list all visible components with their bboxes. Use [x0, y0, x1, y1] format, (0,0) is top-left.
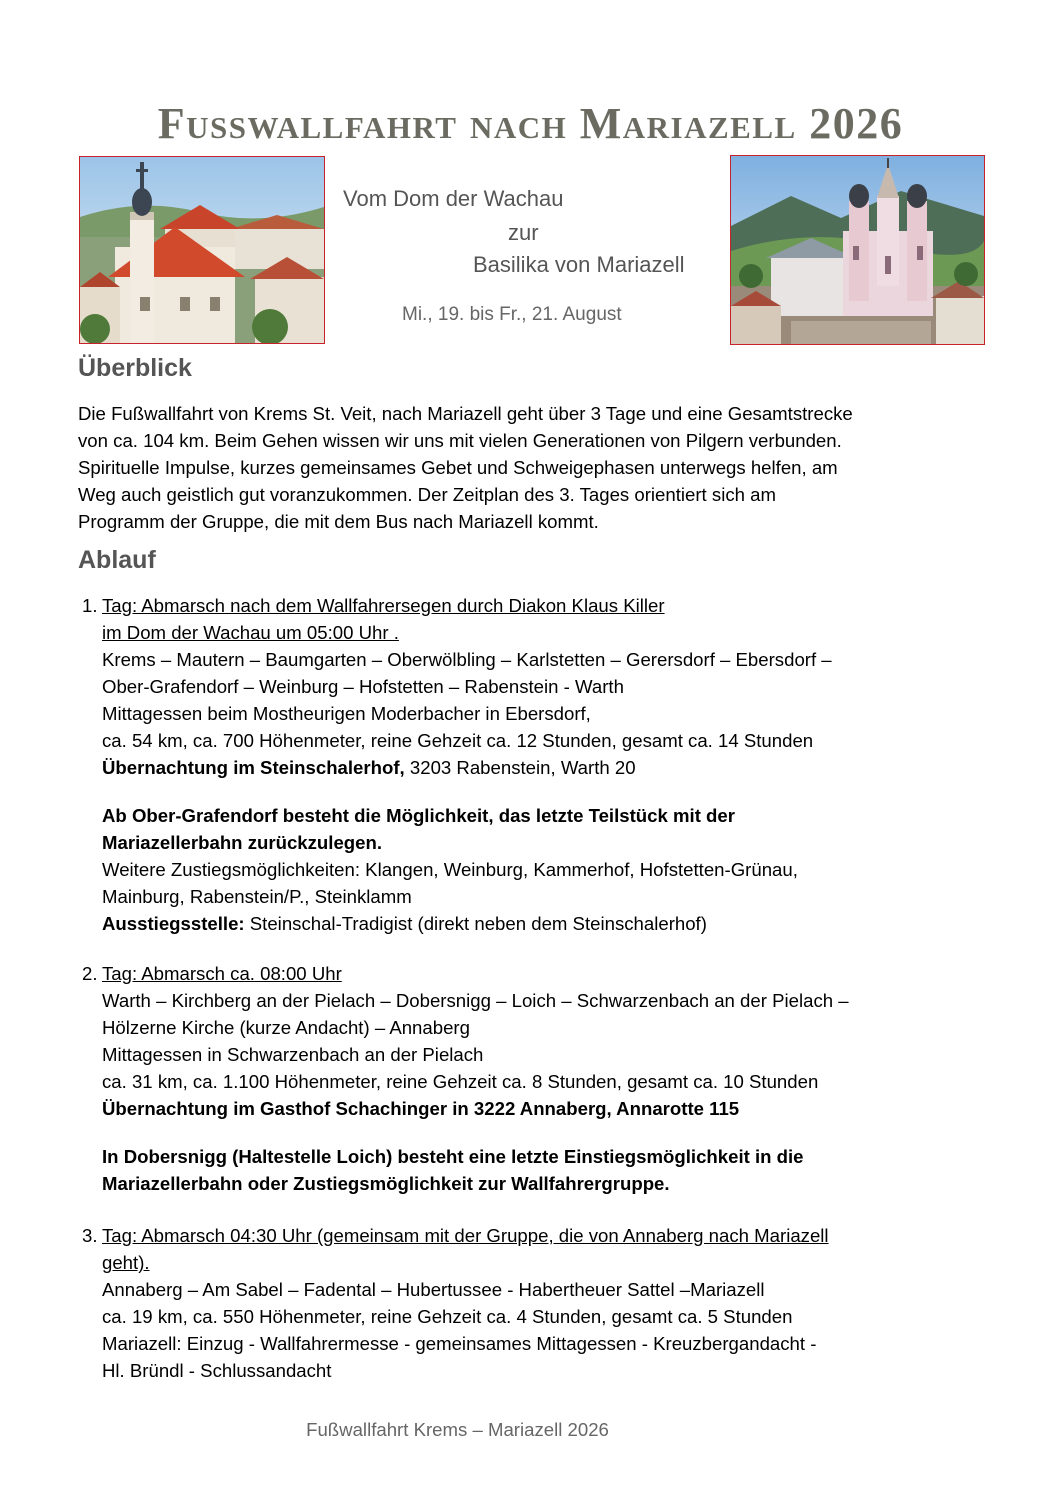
day-1-title-cont: im Dom der Wachau um 05:00 Uhr . — [102, 622, 399, 643]
day-2-title: Tag: Abmarsch ca. 08:00 Uhr — [102, 963, 342, 984]
day-1-route-cont: Ober-Grafendorf – Weinburg – Hofstetten – Rabenstein - Warth — [102, 676, 624, 697]
day-3-title: Tag: Abmarsch 04:30 Uhr (gemeinsam mit der Gruppe, die von Annaberg nach Mariazell — [102, 1225, 829, 1246]
church-krems-photo — [79, 156, 325, 344]
day-2-lunch: Mittagessen in Schwarzenbach an der Pielach — [102, 1044, 484, 1065]
overview-line: Weg auch geistlich gut voranzukommen. Der Zeitplan des 3. Tages orientiert sich am — [78, 484, 776, 505]
day-2-route-cont: Hölzerne Kirche (kurze Andacht) – Annaberg — [102, 1017, 470, 1038]
tagline-line-1: Vom Dom der Wachau — [343, 186, 564, 211]
event-dates: Mi., 19. bis Fr., 21. August — [402, 304, 622, 325]
tagline-line-2: zur — [508, 220, 539, 245]
overview-line: Programm der Gruppe, die mit dem Bus nach Mariazell kommt. — [78, 511, 599, 532]
day-2-accommodation: Übernachtung im Gasthof Schachinger in 3222 Annaberg, Annarotte 115 — [102, 1098, 740, 1119]
day-3-program-cont: Hl. Bründl - Schlussandacht — [102, 1360, 332, 1381]
accommodation-address: 3203 Rabenstein, Warth 20 — [404, 757, 636, 778]
accommodation-label: Übernachtung im Steinschalerhof, — [102, 757, 405, 778]
day-number: 3. — [82, 1225, 98, 1246]
day-1-stops-cont: Mainburg, Rabenstein/P., Steinklamm — [102, 886, 412, 907]
overview-line: Die Fußwallfahrt von Krems St. Veit, nach Mariazell geht über 3 Tage und eine Gesamtstrecke — [78, 403, 853, 424]
day-1-stats: ca. 54 km, ca. 700 Höhenmeter, reine Gehzeit ca. 12 Stunden, gesamt ca. 14 Stunden — [102, 730, 814, 751]
day-2-stats: ca. 31 km, ca. 1.100 Höhenmeter, reine Gehzeit ca. 8 Stunden, gesamt ca. 10 Stunden — [102, 1071, 819, 1092]
exit-location: Steinschal-Tradigist (direkt neben dem Steinschalerhof) — [244, 913, 707, 934]
day-3-program: Mariazell: Einzug - Wallfahrermesse - gemeinsames Mittagessen - Kreuzbergandacht - — [102, 1333, 817, 1354]
overview-line: von ca. 104 km. Beim Gehen wissen wir uns mit vielen Generationen von Pilgern verbunden. — [78, 430, 842, 451]
day-2-route: Warth – Kirchberg an der Pielach – Dobersnigg – Loich – Schwarzenbach an der Pielach – — [102, 990, 849, 1011]
day-1-exit — [102, 910, 1008, 937]
day-1-route: Krems – Mautern – Baumgarten – Oberwölbling – Karlstetten – Gerersdorf – Ebersdorf – — [102, 649, 832, 670]
day-number: 2. — [82, 963, 98, 984]
day-2 — [78, 960, 1008, 1197]
day-1-stops: Weitere Zustiegsmöglichkeiten: Klangen, Weinburg, Kammerhof, Hofstetten-Grünau, — [102, 859, 798, 880]
day-1-lunch: Mittagessen beim Mostheurigen Moderbacher in Ebersdorf, — [102, 703, 591, 724]
page-title: Fusswallfahrt nach Mariazell 2026 — [157, 99, 904, 148]
day-2-note: In Dobersnigg (Haltestelle Loich) besteht eine letzte Einstiegsmöglichkeit in die — [102, 1146, 804, 1167]
overview-line: Spirituelle Impulse, kurzes gemeinsames Gebet und Schweigephasen unterwegs helfen, am — [78, 457, 838, 478]
overview-text — [78, 400, 998, 535]
day-3-title-cont: geht). — [102, 1252, 150, 1273]
day-1 — [78, 592, 1008, 937]
day-1-accommodation — [102, 754, 1008, 781]
day-3-route: Annaberg – Am Sabel – Fadental – Hubertussee - Habertheuer Sattel –Mariazell — [102, 1279, 765, 1300]
day-3-stats: ca. 19 km, ca. 550 Höhenmeter, reine Gehzeit ca. 4 Stunden, gesamt ca. 5 Stunden — [102, 1306, 793, 1327]
exit-label: Ausstiegsstelle: — [102, 913, 245, 934]
day-3 — [78, 1222, 1008, 1384]
basilica-mariazell-photo — [730, 155, 985, 345]
overview-heading: Überblick — [78, 354, 192, 382]
day-number: 1. — [82, 595, 98, 616]
tagline-line-3: Basilika von Mariazell — [473, 252, 685, 277]
day-2-note-cont: Mariazellerbahn oder Zustiegsmöglichkeit zur Wallfahrergruppe. — [102, 1173, 670, 1194]
day-1-note: Ab Ober-Grafendorf besteht die Möglichkeit, das letzte Teilstück mit der — [102, 805, 735, 826]
page-footer: Fußwallfahrt Krems – Mariazell 2026 — [306, 1419, 609, 1440]
day-1-title: Tag: Abmarsch nach dem Wallfahrersegen durch Diakon Klaus Killer — [102, 595, 665, 616]
day-1-note-cont: Mariazellerbahn zurückzulegen. — [102, 832, 383, 853]
schedule-heading: Ablauf — [78, 546, 156, 574]
